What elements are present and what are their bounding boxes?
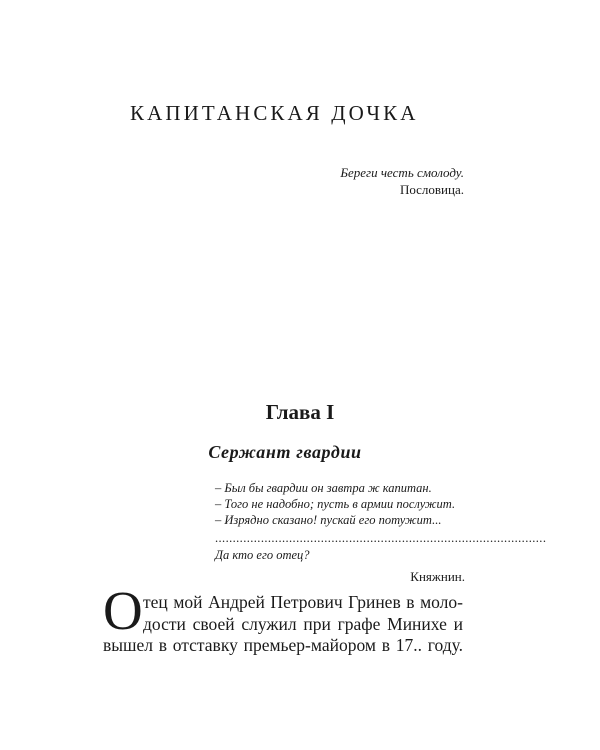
drop-cap: О [103, 580, 143, 641]
poem-line: – Был бы гвардии он завтра ж капитан. [215, 481, 432, 495]
epigraph-poem [215, 480, 547, 585]
paragraph-line: дости своей служил при графе Минихе и [143, 613, 463, 634]
poem-author: Княжнин. [410, 569, 465, 584]
paragraph-line: тец мой Андрей Петрович Гринев в моло- [143, 592, 463, 612]
paragraph-line: вышел в отставку премьер-майором в 17.. году. [103, 635, 463, 655]
poem-ellipsis-divider: .............................................................................................. [215, 531, 547, 545]
epigraph-quote: Береги честь смолоду. [340, 165, 464, 180]
chapter-heading: Глава I [265, 400, 335, 424]
body-paragraph [103, 592, 463, 657]
book-title: КАПИТАНСКАЯ ДОЧКА [130, 101, 419, 125]
poem-last-line: Да кто его отец? [215, 548, 310, 562]
epigraph-top [340, 164, 464, 198]
poem-line: – Изрядно сказано! пускай его потужит... [215, 513, 442, 527]
epigraph-source: Пословица. [399, 182, 464, 197]
poem-line: – Того не надобно; пусть в армии послужит. [215, 497, 456, 511]
chapter-subtitle: Сержант гвардии [208, 442, 362, 462]
